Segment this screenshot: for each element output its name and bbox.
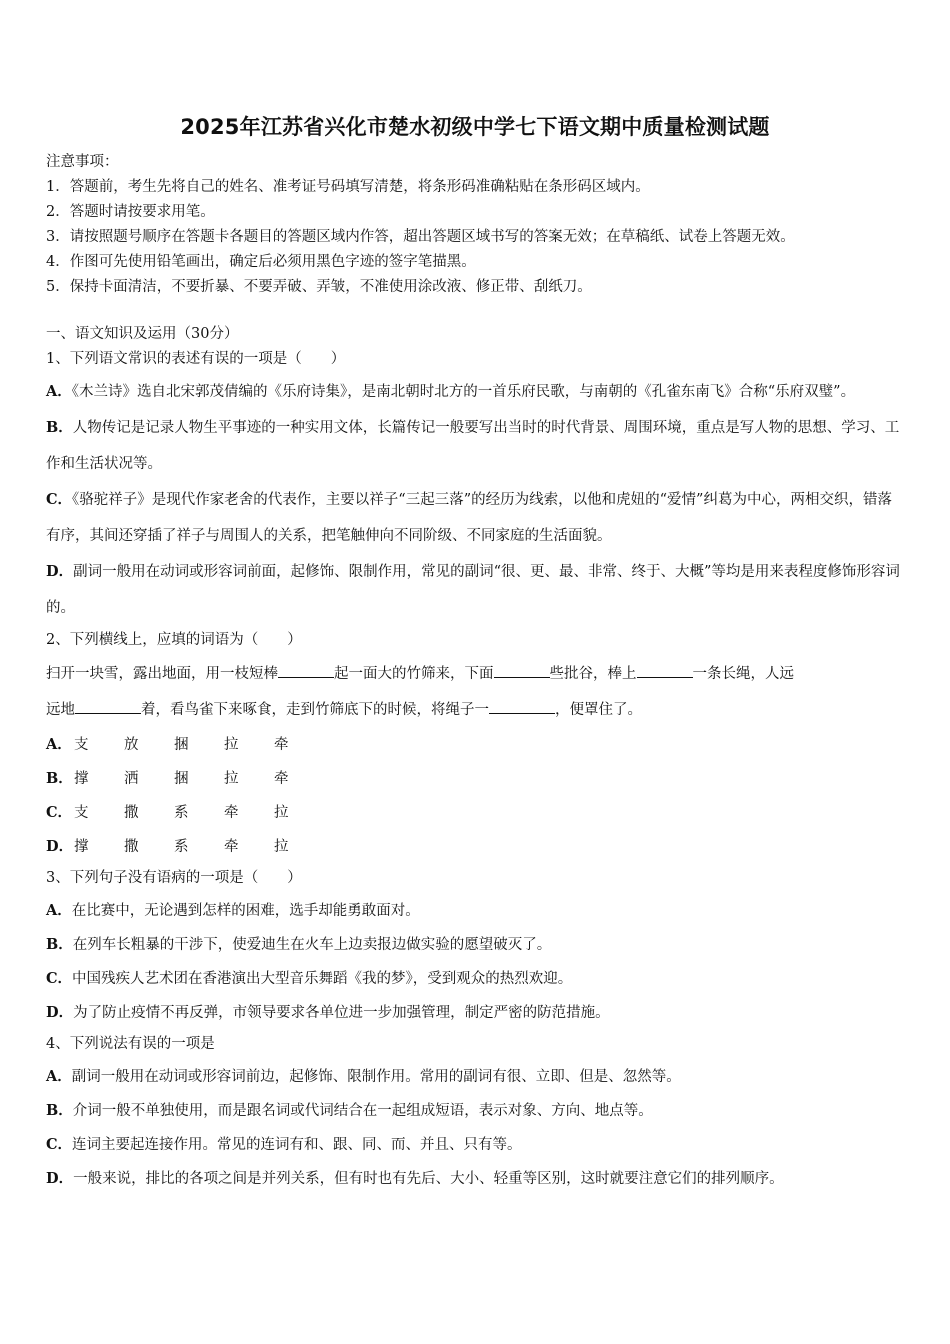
question-1-option-a — [46, 374, 906, 410]
choice-word: 捆 — [174, 771, 189, 787]
question-2-choice-a — [46, 728, 906, 762]
option-label: A． — [46, 902, 72, 919]
option-label: C． — [46, 970, 73, 987]
choice-label: C． — [46, 804, 73, 821]
question-3-option-a — [46, 894, 906, 928]
question-2-choice-b — [46, 762, 906, 796]
choice-word: 撒 — [124, 805, 139, 821]
option-label: D． — [46, 1004, 74, 1021]
choice-word: 支 — [74, 805, 89, 821]
option-label: A． — [46, 1068, 72, 1085]
choice-word: 放 — [124, 737, 139, 753]
question-1-option-c — [46, 482, 906, 554]
option-text: 在列车长粗暴的干涉下，使爱迪生在火车上边卖报边做实验的愿望破灭了。 — [72, 937, 552, 953]
passage-text: 着，看鸟雀下来啄食，走到竹筛底下的时候，将绳子一 — [141, 702, 489, 718]
choice-word: 拉 — [224, 737, 239, 753]
option-label: D． — [46, 1170, 74, 1187]
choice-label: A． — [46, 736, 72, 753]
option-text: 一般来说，排比的各项之间是并列关系，但有时也有先后、大小、轻重等区别，这时就要注意它们的排列顺序。 — [73, 1171, 784, 1187]
question-4-option-a — [46, 1060, 906, 1094]
option-label: A． — [46, 383, 72, 400]
notes-block — [46, 150, 906, 300]
section-heading: 一、语文知识及运用（30分） — [46, 326, 239, 342]
option-text: 副词一般用在动词或形容词前面，起修饰、限制作用，常见的副词“很、更、最、非常、终于、大概”等均是用来表程度修饰形容词的。 — [46, 564, 900, 616]
passage-text: 远地 — [46, 702, 75, 718]
choice-word: 牵 — [224, 839, 239, 855]
choice-word: 牵 — [274, 771, 289, 787]
option-text: 在比赛中，无论遇到怎样的困难，选手却能勇敢面对。 — [71, 903, 420, 919]
note-item: 5．保持卡面清洁，不要折暴、不要弄破、弄皱，不准使用涂改液、修正带、刮纸刀。 — [46, 279, 592, 295]
question-3-option-c — [46, 962, 906, 996]
choice-word: 洒 — [124, 771, 139, 787]
passage-text: 些批谷，棒上 — [549, 666, 637, 682]
passage-text: 起一面大的竹筛来，下面 — [334, 666, 494, 682]
option-label: C． — [46, 491, 73, 508]
question-1-option-b — [46, 410, 906, 482]
note-item: 3．请按照题号顺序在答题卡各题目的答题区域内作答，超出答题区域书写的答案无效；在草稿纸、试卷上答题无效。 — [46, 229, 795, 245]
choice-word: 拉 — [274, 839, 289, 855]
question-2-passage — [46, 656, 906, 728]
fill-blank — [637, 662, 693, 678]
option-label: C． — [46, 1136, 73, 1153]
option-text: 《骆驼祥子》是现代作家老舍的代表作，主要以祥子“三起三落”的经历为线索，以他和虎妞的“爱情”纠葛为中心，两相交织，错落有序，其间还穿插了祥子与周围人的关系，把笔触伸向不同阶级、不同家庭的生活面貌。 — [46, 492, 892, 544]
option-text: 人物传记是记录人物生平事迹的一种实用文体，长篇传记一般要写出当时的时代背景、周围环境，重点是写人物的思想、学习、工作和生活状况等。 — [46, 420, 900, 472]
question-3-option-d — [46, 996, 906, 1030]
choice-label: D． — [46, 838, 74, 855]
fill-blank — [75, 698, 141, 714]
option-label: B． — [46, 1102, 73, 1119]
note-item: 4．作图可先使用铅笔画出，确定后必须用黑色字迹的签字笔描黑。 — [46, 254, 476, 270]
question-4-option-c — [46, 1128, 906, 1162]
question-1-stem: 1、下列语文常识的表述有误的一项是（ ） — [46, 351, 346, 367]
fill-blank — [278, 662, 334, 678]
option-label: B． — [46, 936, 73, 953]
passage-text: 一条长绳，人远 — [692, 666, 794, 682]
choice-word: 拉 — [274, 805, 289, 821]
question-3-option-b — [46, 928, 906, 962]
question-2-stem: 2、下列横线上，应填的词语为（ ） — [46, 632, 302, 648]
choice-word: 捆 — [174, 737, 189, 753]
choice-word: 拉 — [224, 771, 239, 787]
question-4-option-b — [46, 1094, 906, 1128]
question-4-stem: 4、下列说法有误的一项是 — [46, 1036, 215, 1052]
option-text: 介词一般不单独使用，而是跟名词或代词结合在一起组成短语，表示对象、方向、地点等。 — [72, 1103, 653, 1119]
choice-word: 系 — [174, 839, 189, 855]
question-3-stem: 3、下列句子没有语病的一项是（ ） — [46, 870, 302, 886]
option-label: B． — [46, 419, 73, 436]
choice-label: B． — [46, 770, 73, 787]
choice-word: 撑 — [74, 771, 89, 787]
page-title: 2025年江苏省兴化市楚水初级中学七下语文期中质量检测试题 — [180, 115, 770, 139]
question-2-choice-d — [46, 830, 906, 864]
note-item: 1．答题前，考生先将自己的姓名、准考证号码填写清楚，将条形码准确粘贴在条形码区域内。 — [46, 179, 650, 195]
notes-heading: 注意事项： — [46, 154, 119, 170]
choice-word: 牵 — [274, 737, 289, 753]
option-label: D． — [46, 563, 74, 580]
fill-blank — [494, 662, 550, 678]
option-text: 连词主要起连接作用。常见的连词有和、跟、同、而、并且、只有等。 — [72, 1137, 522, 1153]
question-1-option-d — [46, 554, 906, 626]
option-text: 为了防止疫情不再反弹，市领导要求各单位进一步加强管理，制定严密的防范措施。 — [73, 1005, 610, 1021]
exam-content — [46, 322, 906, 1196]
option-text: 副词一般用在动词或形容词前边，起修饰、限制作用。常用的副词有很、立即、但是、忽然等。 — [71, 1069, 681, 1085]
choice-word: 系 — [174, 805, 189, 821]
choice-word: 牵 — [224, 805, 239, 821]
passage-text: 扫开一块雪，露出地面，用一枝短棒 — [46, 666, 278, 682]
choice-word: 撑 — [74, 839, 89, 855]
option-text: 中国残疾人艺术团在香港演出大型音乐舞蹈《我的梦》，受到观众的热烈欢迎。 — [72, 971, 573, 987]
choice-word: 支 — [74, 737, 89, 753]
note-item: 2．答题时请按要求用笔。 — [46, 204, 215, 220]
question-4-option-d — [46, 1162, 906, 1196]
option-text: 《木兰诗》选自北宋郭茂倩编的《乐府诗集》，是南北朝时北方的一首乐府民歌，与南朝的《孔雀东南飞》合称“乐府双璧”。 — [71, 384, 856, 400]
fill-blank — [489, 698, 555, 714]
choice-word: 撒 — [124, 839, 139, 855]
question-2-choice-c — [46, 796, 906, 830]
passage-text: ，便罩住了。 — [555, 702, 642, 718]
